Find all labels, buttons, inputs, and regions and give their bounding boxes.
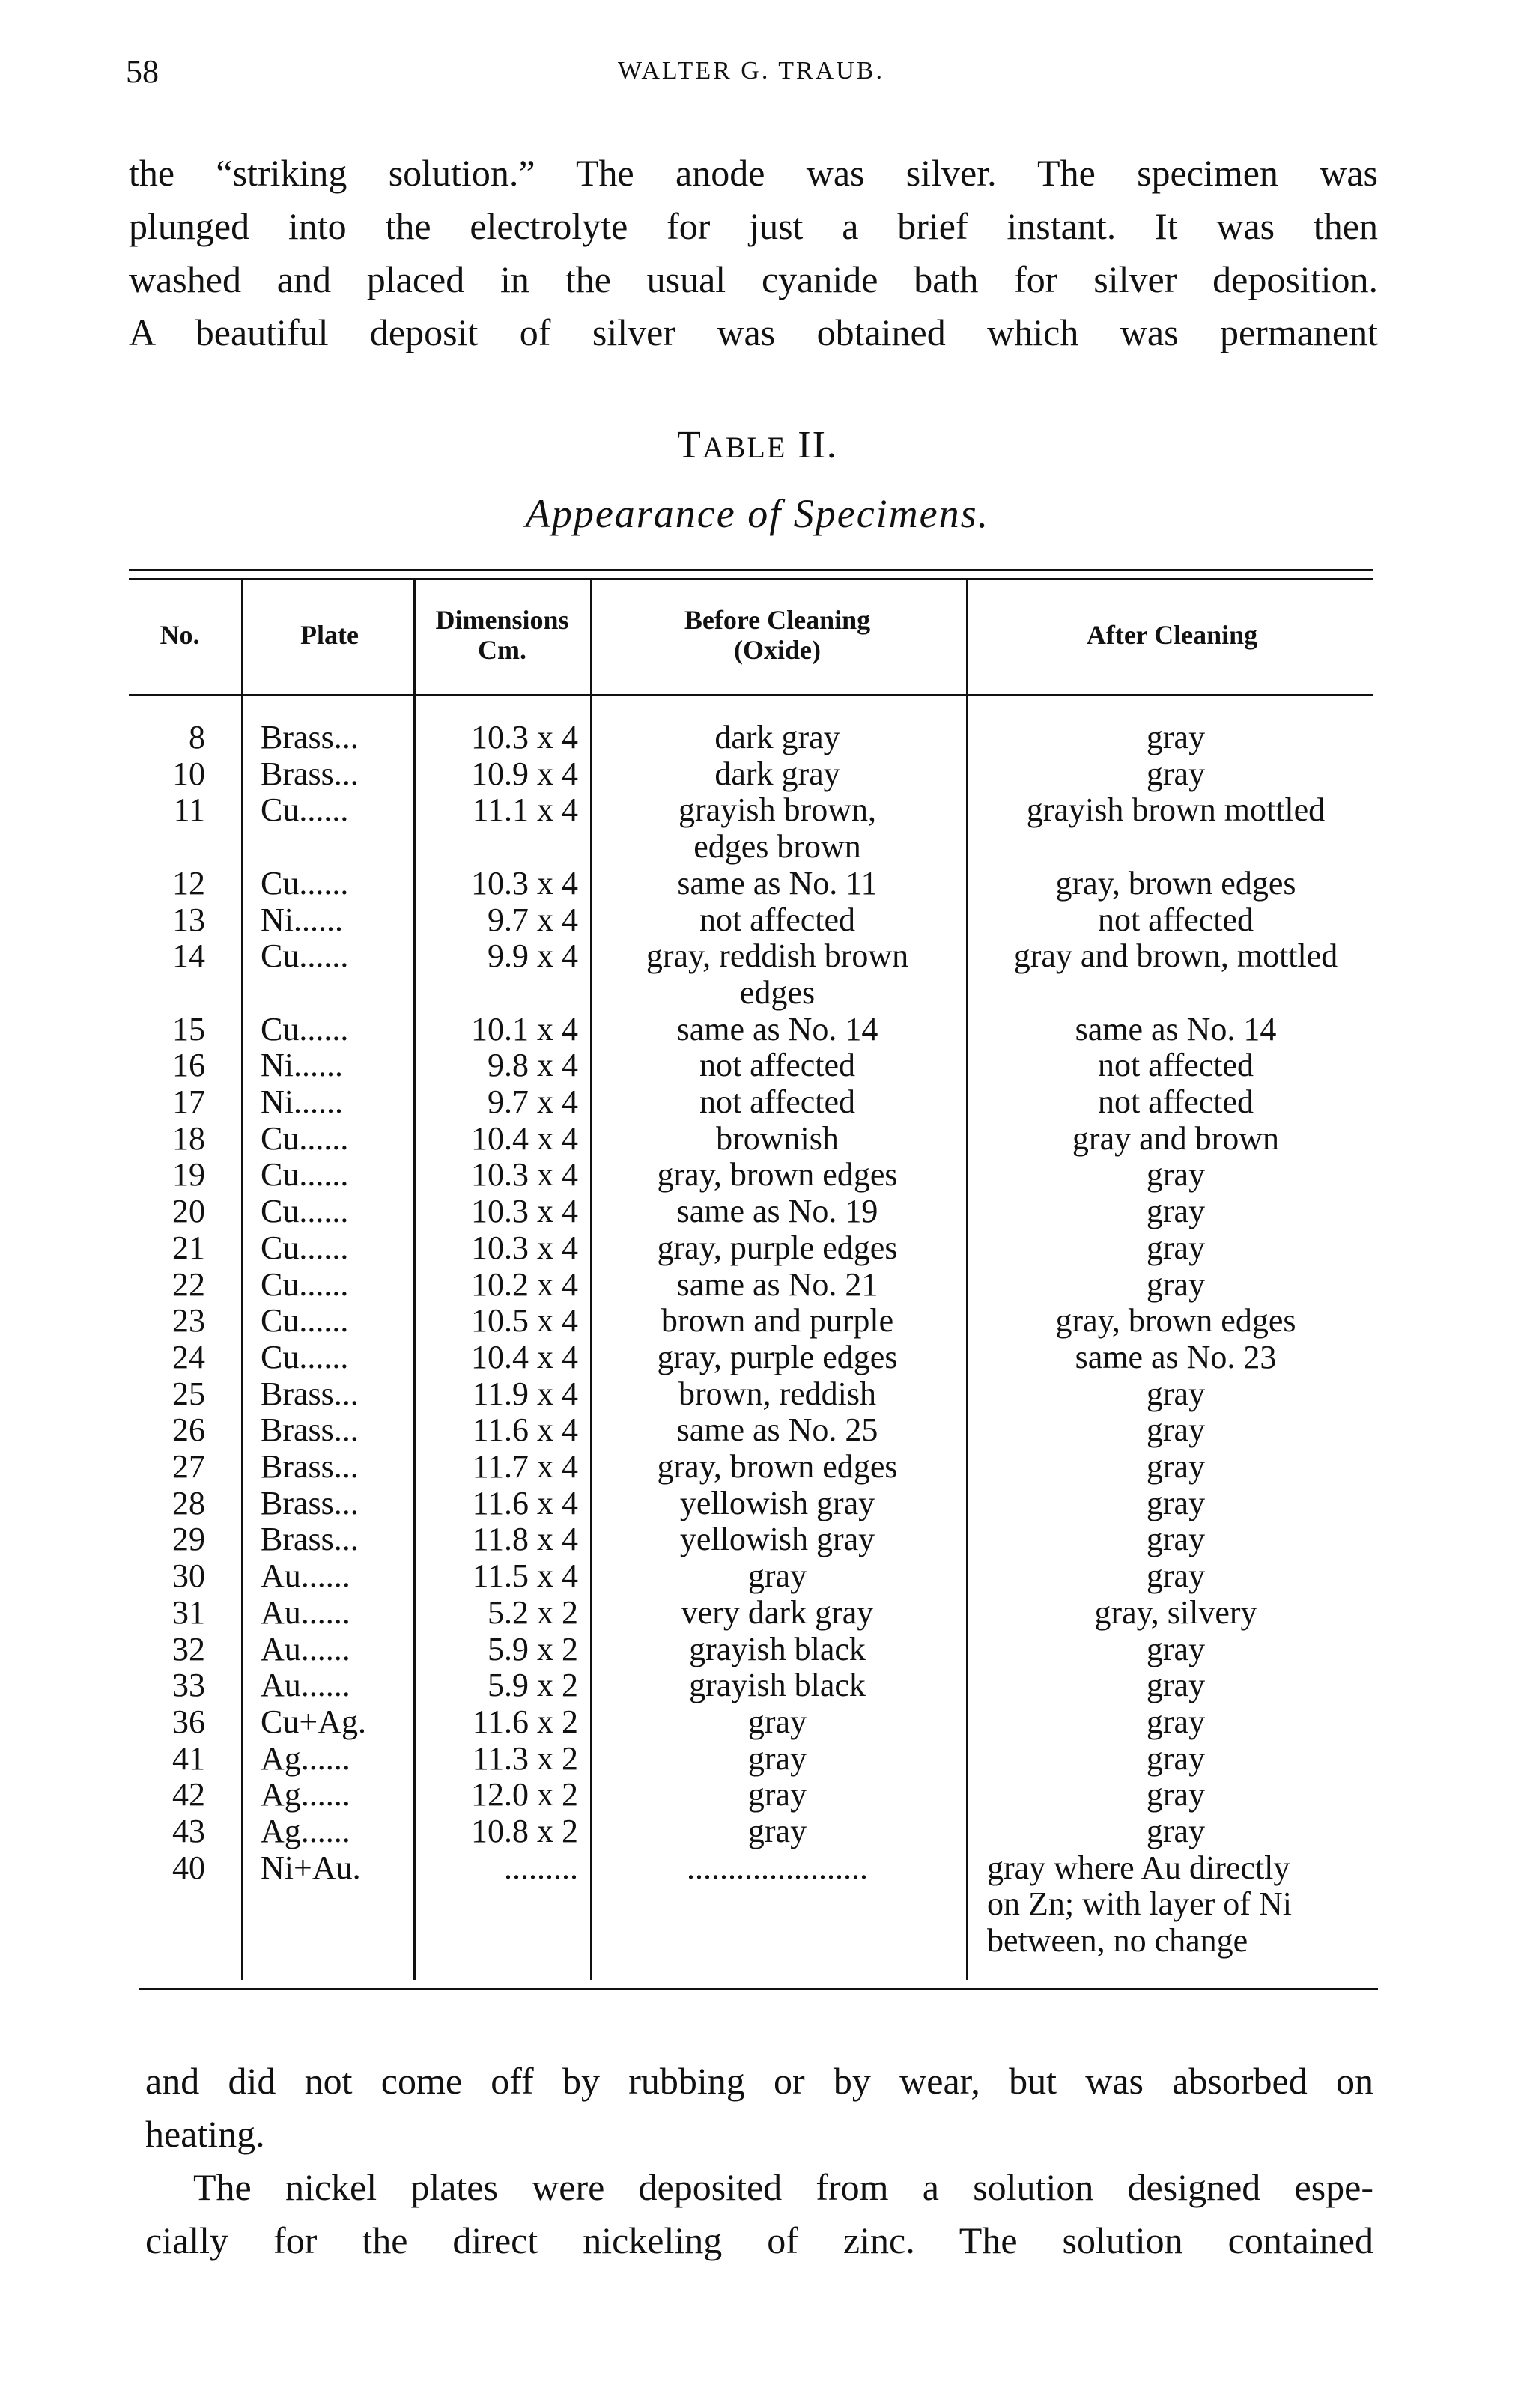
row-plate: Brass... <box>261 719 359 755</box>
table-caption <box>0 423 1515 467</box>
row-number: 11 <box>173 791 205 829</box>
row-after-cleaning: gray <box>1146 1521 1206 1558</box>
row-before-cleaning: brown, reddish <box>678 1375 876 1412</box>
row-before-cleaning: gray, brown edges <box>657 1448 898 1485</box>
row-after-cleaning: gray and brown <box>1072 1119 1280 1157</box>
row-before-cleaning: gray, purple edges <box>657 1229 898 1266</box>
row-plate: Brass... <box>261 1448 359 1485</box>
row-dimensions: 12.0 x 2 <box>471 1776 578 1813</box>
row-number: 32 <box>172 1630 205 1667</box>
row-number: 24 <box>172 1338 205 1375</box>
caption-prefix: T <box>677 424 702 466</box>
row-plate: Cu...... <box>261 1010 349 1048</box>
row-dimensions: 11.8 x 4 <box>472 1521 578 1558</box>
row-plate: Brass... <box>261 1521 359 1558</box>
row-before-cleaning: gray <box>747 1703 807 1740</box>
row-before-cleaning: not affected <box>699 1047 856 1084</box>
row-after-cleaning: gray <box>1146 1411 1206 1449</box>
row-plate: Cu...... <box>261 1193 349 1230</box>
row-after-cleaning: gray <box>1146 1156 1206 1194</box>
row-number: 13 <box>172 901 205 938</box>
row-plate: Cu...... <box>261 1302 349 1340</box>
table-top-rule <box>129 569 1373 571</box>
row-dimensions: 10.3 x 4 <box>471 864 578 902</box>
text-line: heating. <box>145 2113 265 2155</box>
row-after-cleaning: gray <box>1146 755 1206 792</box>
row-dimensions: 11.3 x 2 <box>472 1739 578 1777</box>
row-number: 29 <box>172 1521 205 1558</box>
row-dimensions: 11.6 x 2 <box>472 1703 578 1740</box>
row-plate: Au...... <box>261 1630 350 1667</box>
row-before-cleaning: ...................... <box>687 1849 868 1886</box>
row-before-cleaning: edges <box>739 973 816 1011</box>
row-after-cleaning: gray <box>1146 1630 1206 1667</box>
header-plate: Plate <box>300 620 359 650</box>
row-number: 14 <box>172 937 205 975</box>
row-number: 22 <box>172 1265 205 1303</box>
row-plate: Brass... <box>261 1484 359 1521</box>
row-plate: Ag...... <box>261 1776 350 1813</box>
row-after-cleaning: gray <box>1146 1739 1206 1777</box>
table-bottom-rule <box>139 1988 1378 1990</box>
row-plate: Cu...... <box>261 1338 349 1375</box>
row-after-cleaning: gray <box>1146 1375 1206 1412</box>
row-before-cleaning: very dark gray <box>681 1593 874 1631</box>
row-after-cleaning: gray <box>1146 1193 1206 1230</box>
row-plate: Au...... <box>261 1593 350 1631</box>
row-after-cleaning: gray <box>1146 1484 1206 1521</box>
row-plate: Au...... <box>261 1667 350 1704</box>
row-before-cleaning: edges brown <box>693 828 861 866</box>
row-plate: Cu...... <box>261 1265 349 1303</box>
row-number: 42 <box>172 1776 205 1813</box>
row-after-cleaning: gray <box>1146 1776 1206 1813</box>
row-plate: Brass... <box>261 1375 359 1412</box>
row-dimensions: 10.3 x 4 <box>471 1229 578 1266</box>
row-after-cleaning: gray, silvery <box>1094 1593 1257 1631</box>
row-number: 20 <box>172 1193 205 1230</box>
table-top-rule-2 <box>129 578 1373 580</box>
row-after-cleaning: grayish brown mottled <box>1026 791 1326 829</box>
row-before-cleaning: not affected <box>699 901 856 938</box>
row-dimensions: 9.7 x 4 <box>488 1083 578 1120</box>
row-plate: Cu...... <box>261 1119 349 1157</box>
header-after-cleaning: After Cleaning <box>1086 620 1258 650</box>
row-after-cleaning: not affected <box>1097 1047 1254 1084</box>
row-before-cleaning: same as No. 14 <box>676 1010 878 1048</box>
row-before-cleaning: same as No. 25 <box>676 1411 878 1449</box>
table-subtitle: Appearance of Specimens. <box>525 491 990 536</box>
header-no: No. <box>160 620 200 650</box>
row-number: 26 <box>172 1411 205 1449</box>
row-before-cleaning: brownish <box>716 1119 839 1157</box>
row-before-cleaning: gray, purple edges <box>657 1338 898 1375</box>
row-plate: Ag...... <box>261 1813 350 1849</box>
row-plate: Cu...... <box>261 791 349 829</box>
text-line: The nickel plates were deposited from a solution designed espe- <box>193 2166 1373 2208</box>
row-number: 12 <box>172 864 205 902</box>
row-number: 36 <box>172 1703 205 1740</box>
row-number: 33 <box>172 1667 205 1704</box>
row-before-cleaning: gray <box>747 1557 807 1595</box>
page-number: 58 <box>126 53 159 90</box>
row-number: 19 <box>172 1156 205 1194</box>
row-after-cleaning: gray and brown, mottled <box>1013 937 1338 975</box>
column-rule <box>413 580 416 1980</box>
outro-paragraph <box>145 2055 1373 2267</box>
row-before-cleaning: gray, reddish brown <box>646 937 909 975</box>
row-after-cleaning: gray <box>1146 1703 1206 1740</box>
row-plate: Ag...... <box>261 1739 350 1777</box>
row-plate: Cu...... <box>261 1229 349 1266</box>
text-line: cially for the direct nickeling of zinc. The solution contained <box>145 2219 1373 2261</box>
row-after-cleaning: same as No. 23 <box>1075 1338 1277 1375</box>
row-plate: Au...... <box>261 1557 350 1595</box>
row-dimensions: 10.1 x 4 <box>471 1010 578 1048</box>
row-dimensions: 11.6 x 4 <box>472 1411 578 1449</box>
text-line: and did not come off by rubbing or by wear, but was absorbed on <box>145 2060 1373 2102</box>
row-before-cleaning: grayish brown, <box>678 791 876 829</box>
row-plate: Cu...... <box>261 1156 349 1194</box>
row-plate: Ni...... <box>261 1047 343 1084</box>
row-number: 40 <box>172 1849 205 1886</box>
row-after-cleaning: gray, brown edges <box>1055 864 1296 902</box>
row-dimensions: 11.7 x 4 <box>472 1448 578 1485</box>
row-number: 21 <box>172 1229 205 1266</box>
row-dimensions: 11.1 x 4 <box>472 791 578 829</box>
row-plate: Ni+Au. <box>261 1849 361 1886</box>
row-dimensions: 9.9 x 4 <box>488 937 578 975</box>
caption-number: II. <box>798 424 838 466</box>
row-after-cleaning: gray <box>1146 1448 1206 1485</box>
row-dimensions: 10.9 x 4 <box>471 755 578 792</box>
row-dimensions: 9.8 x 4 <box>488 1047 578 1084</box>
text-line: washed and placed in the usual cyanide bath for silver deposition. <box>129 258 1378 300</box>
row-dimensions: 10.3 x 4 <box>471 1156 578 1194</box>
row-plate: Ni...... <box>261 901 343 938</box>
row-number: 28 <box>172 1484 205 1521</box>
row-dimensions: 5.9 x 2 <box>488 1630 578 1667</box>
row-dimensions: 10.8 x 2 <box>471 1813 578 1849</box>
row-dimensions: 10.4 x 4 <box>471 1338 578 1375</box>
row-plate: Brass... <box>261 1411 359 1449</box>
row-after-cleaning: gray <box>1146 1265 1206 1303</box>
running-head: WALTER G. TRAUB. <box>618 57 884 85</box>
row-number: 31 <box>172 1593 205 1631</box>
row-before-cleaning: yellowish gray <box>679 1484 875 1521</box>
row-number: 23 <box>172 1302 205 1340</box>
row-number: 17 <box>172 1083 205 1120</box>
row-number: 25 <box>172 1375 205 1412</box>
row-after-cleaning: gray, brown edges <box>1055 1302 1296 1340</box>
row-before-cleaning: gray <box>747 1776 807 1813</box>
row-after-cleaning: not affected <box>1097 1083 1254 1120</box>
row-dimensions: ......... <box>504 1849 578 1886</box>
row-before-cleaning: grayish black <box>689 1667 866 1704</box>
row-before-cleaning: gray, brown edges <box>657 1156 898 1194</box>
header-dimensions: Dimensions Cm. <box>435 605 569 665</box>
row-before-cleaning: same as No. 11 <box>677 864 878 902</box>
row-after-cleaning: gray <box>1146 1557 1206 1595</box>
caption-smallcaps: ABLE <box>702 431 787 464</box>
row-after-cleaning: on Zn; with layer of Ni <box>987 1885 1292 1923</box>
row-before-cleaning: same as No. 19 <box>676 1193 878 1230</box>
row-before-cleaning: yellowish gray <box>679 1521 875 1558</box>
row-number: 43 <box>172 1813 205 1849</box>
row-number: 15 <box>172 1010 205 1048</box>
row-after-cleaning: same as No. 14 <box>1075 1010 1277 1048</box>
row-after-cleaning: not affected <box>1097 901 1254 938</box>
row-dimensions: 11.6 x 4 <box>472 1484 578 1521</box>
row-dimensions: 10.3 x 4 <box>471 1193 578 1230</box>
column-rule <box>241 580 243 1980</box>
row-plate: Brass... <box>261 755 359 792</box>
row-number: 16 <box>172 1047 205 1084</box>
page-header <box>126 52 1376 97</box>
column-rule <box>966 580 968 1980</box>
row-after-cleaning: gray <box>1146 1229 1206 1266</box>
row-plate: Cu+Ag. <box>261 1703 366 1740</box>
row-dimensions: 5.2 x 2 <box>488 1593 578 1631</box>
text-line: plunged into the electrolyte for just a brief instant. It was then <box>129 205 1378 247</box>
row-number: 41 <box>172 1739 205 1777</box>
row-dimensions: 9.7 x 4 <box>488 901 578 938</box>
row-dimensions: 5.9 x 2 <box>488 1667 578 1704</box>
row-dimensions: 11.5 x 4 <box>472 1557 578 1595</box>
row-number: 27 <box>172 1448 205 1485</box>
row-before-cleaning: not affected <box>699 1083 856 1120</box>
row-plate: Ni...... <box>261 1083 343 1120</box>
row-before-cleaning: gray <box>747 1813 807 1849</box>
row-after-cleaning: gray where Au directly <box>987 1849 1290 1886</box>
header-before-cleaning: Before Cleaning (Oxide) <box>684 605 871 665</box>
row-before-cleaning: brown and purple <box>661 1302 894 1340</box>
row-after-cleaning: between, no change <box>987 1922 1248 1959</box>
row-number: 10 <box>172 755 205 792</box>
row-dimensions: 10.3 x 4 <box>471 719 578 755</box>
row-before-cleaning: dark gray <box>714 719 840 755</box>
row-dimensions: 10.5 x 4 <box>471 1302 578 1340</box>
row-before-cleaning: gray <box>747 1739 807 1777</box>
row-plate: Cu...... <box>261 864 349 902</box>
row-after-cleaning: gray <box>1146 1667 1206 1704</box>
row-before-cleaning: dark gray <box>714 755 840 792</box>
row-number: 18 <box>172 1119 205 1157</box>
column-rule <box>590 580 592 1980</box>
row-number: 30 <box>172 1557 205 1595</box>
row-before-cleaning: grayish black <box>689 1630 866 1667</box>
text-line: A beautiful deposit of silver was obtained which was permanent <box>129 311 1378 353</box>
row-number: 8 <box>189 719 205 755</box>
row-after-cleaning: gray <box>1146 719 1206 755</box>
row-before-cleaning: same as No. 21 <box>676 1265 878 1303</box>
row-dimensions: 10.2 x 4 <box>471 1265 578 1303</box>
row-plate: Cu...... <box>261 937 349 975</box>
row-after-cleaning: gray <box>1146 1813 1206 1849</box>
text-line: the “striking solution.” The anode was silver. The specimen was <box>129 152 1378 194</box>
intro-paragraph <box>129 147 1378 359</box>
row-dimensions: 11.9 x 4 <box>472 1375 578 1412</box>
row-dimensions: 10.4 x 4 <box>471 1119 578 1157</box>
header-rule <box>129 694 1373 696</box>
